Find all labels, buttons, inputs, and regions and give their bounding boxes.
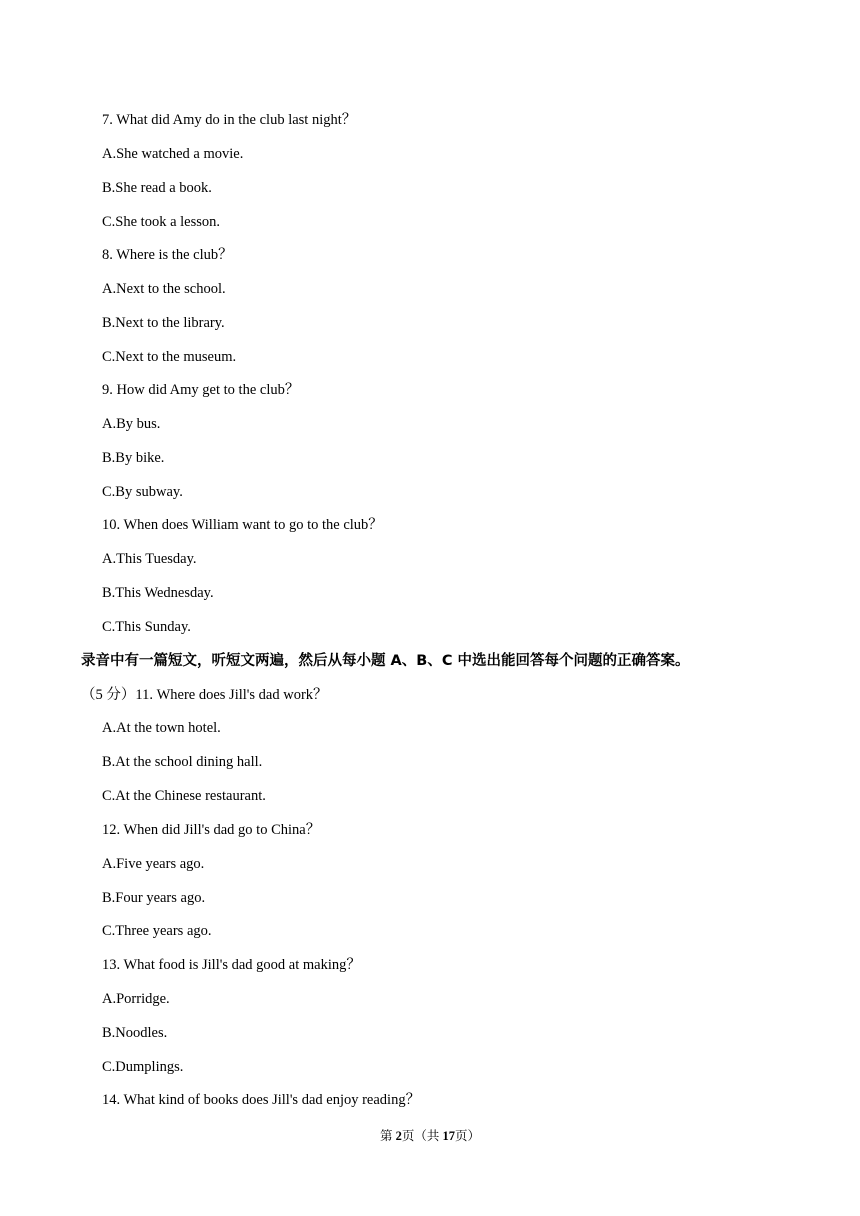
q10-option-c: C.This Sunday. xyxy=(102,619,191,635)
total-page-count: 17 xyxy=(442,1129,455,1143)
q12-option-a: A.Five years ago. xyxy=(102,856,205,872)
q11-option-c: C.At the Chinese restaurant. xyxy=(102,788,266,804)
current-page-number: 2 xyxy=(395,1129,402,1143)
question-7: 7. What did Amy do in the club last night？ xyxy=(102,112,357,128)
q7-option-b: B.She read a book. xyxy=(102,180,212,196)
q12-option-c: C.Three years ago. xyxy=(102,923,212,939)
question-9: 9. How did Amy get to the club？ xyxy=(102,382,300,398)
q10-option-a: A.This Tuesday. xyxy=(102,551,197,567)
question-10: 10. When does William want to go to the club？ xyxy=(102,517,383,533)
section-score: （5 分） xyxy=(81,687,136,703)
q13-option-a: A.Porridge. xyxy=(102,991,170,1007)
section-instruction: 录音中有一篇短文，听短文两遍，然后从每小题 A、B、C 中选出能回答每个问题的正确答案。 xyxy=(81,653,690,669)
q9-option-b: B.By bike. xyxy=(102,450,165,466)
question-14: 14. What kind of books does Jill's dad enjoy reading？ xyxy=(102,1092,421,1108)
page-footer xyxy=(0,1128,860,1144)
q9-option-a: A.By bus. xyxy=(102,416,161,432)
question-13: 13. What food is Jill's dad good at making？ xyxy=(102,957,361,973)
q13-option-b: B.Noodles. xyxy=(102,1025,168,1041)
q7-option-a: A.She watched a movie. xyxy=(102,146,244,162)
footer-middle: 页（共 xyxy=(401,1129,443,1143)
question-11-row xyxy=(81,686,328,704)
question-12: 12. When did Jill's dad go to China？ xyxy=(102,822,321,838)
q8-option-b: B.Next to the library. xyxy=(102,315,225,331)
question-8: 8. Where is the club？ xyxy=(102,247,233,263)
q8-option-a: A.Next to the school. xyxy=(102,281,226,297)
q8-option-c: C.Next to the museum. xyxy=(102,349,237,365)
q11-option-a: A.At the town hotel. xyxy=(102,720,221,736)
q7-option-c: C.She took a lesson. xyxy=(102,214,221,230)
footer-suffix: 页） xyxy=(455,1129,481,1143)
q10-option-b: B.This Wednesday. xyxy=(102,585,214,601)
q13-option-c: C.Dumplings. xyxy=(102,1059,184,1075)
q9-option-c: C.By subway. xyxy=(102,484,183,500)
q12-option-b: B.Four years ago. xyxy=(102,890,206,906)
q11-option-b: B.At the school dining hall. xyxy=(102,754,263,770)
question-11: 11. Where does Jill's dad work？ xyxy=(135,687,328,703)
footer-prefix: 第 xyxy=(379,1129,396,1143)
